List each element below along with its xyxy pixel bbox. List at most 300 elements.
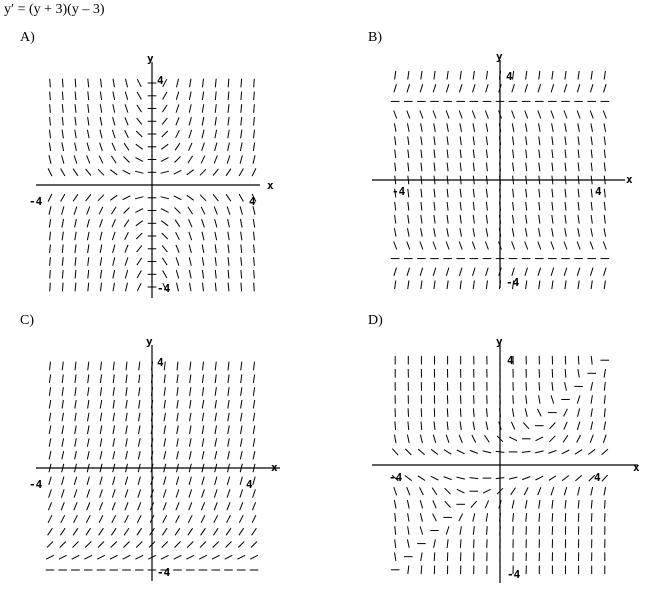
slope-segment	[565, 500, 566, 509]
slope-segment	[49, 489, 52, 497]
slope-segment	[536, 476, 544, 480]
slope-segment	[62, 117, 63, 126]
slope-segment	[75, 257, 76, 266]
slope-segment	[513, 202, 514, 211]
slope-segment	[591, 123, 593, 131]
slope-segment	[75, 438, 77, 446]
slope-segment	[48, 528, 53, 535]
slope-segment	[125, 502, 128, 510]
slope-segment	[420, 111, 423, 119]
slope-segment	[49, 206, 51, 214]
slope-segment	[539, 500, 540, 509]
slope-segment	[549, 436, 555, 442]
slope-segment	[202, 143, 205, 151]
slope-segment	[75, 143, 77, 151]
slope-segment	[100, 232, 102, 240]
option-d-label: D)	[368, 313, 383, 328]
slope-segment	[590, 84, 593, 92]
slope-segment	[253, 413, 254, 421]
slope-segment	[100, 451, 102, 459]
slope-segment	[112, 143, 116, 151]
y-max-tick-label: 4	[506, 70, 513, 83]
slope-segment	[163, 271, 167, 279]
slope-segment	[539, 228, 541, 236]
slope-segment	[408, 123, 410, 131]
slope-segment	[447, 539, 448, 548]
slope-segment	[578, 150, 579, 159]
slope-segment	[591, 228, 593, 236]
slope-segment	[240, 477, 242, 485]
slope-segment	[591, 356, 592, 365]
slope-segment	[486, 268, 489, 276]
slope-segment	[123, 170, 131, 174]
slope-segment	[473, 513, 475, 521]
slope-segment	[164, 451, 166, 459]
slope-segment	[61, 169, 65, 177]
slope-segment	[203, 283, 204, 292]
slope-segment	[189, 438, 191, 446]
slope-segment	[577, 84, 580, 92]
slope-segment	[509, 437, 517, 441]
slope-segment	[473, 228, 475, 236]
slope-segment	[395, 136, 396, 145]
slope-segment	[112, 130, 115, 138]
slope-segment	[113, 79, 115, 87]
slope-segment	[49, 387, 50, 396]
slope-segment	[62, 400, 63, 409]
slope-segment	[101, 362, 102, 371]
slope-segment	[240, 451, 242, 459]
slope-segment	[190, 362, 191, 371]
slope-segment	[408, 215, 409, 224]
slope-segment	[565, 228, 567, 236]
slope-segment	[395, 553, 396, 561]
slope-segment	[62, 245, 63, 254]
slope-segment	[604, 382, 605, 391]
slope-segment	[126, 283, 128, 291]
slope-segment	[113, 400, 114, 409]
slope-segment	[254, 362, 255, 371]
slope-segment	[486, 202, 487, 211]
slope-segment	[100, 375, 101, 384]
slope-segment	[513, 150, 514, 159]
slope-segment	[486, 228, 488, 236]
slope-segment	[49, 400, 50, 409]
slope-segment	[604, 136, 605, 145]
slope-segment	[188, 528, 193, 535]
slope-segment	[526, 513, 527, 522]
slope-segment	[578, 136, 579, 145]
slope-segment	[565, 150, 566, 159]
slope-segment	[113, 477, 115, 485]
slope-segment	[407, 500, 409, 508]
slope-segment	[164, 413, 166, 421]
slope-segment	[603, 111, 606, 119]
slope-segment	[539, 189, 540, 198]
slope-segment	[100, 477, 102, 485]
slope-segment	[605, 500, 606, 509]
slope-segment	[87, 130, 89, 138]
slope-segment	[486, 123, 488, 131]
slope-segment	[202, 117, 204, 126]
slope-segment	[486, 215, 487, 224]
slope-segment	[536, 437, 544, 441]
slope-segment	[162, 233, 168, 239]
slope-segment	[446, 268, 449, 276]
slope-segment	[88, 413, 90, 421]
slope-segment	[407, 487, 410, 495]
slope-segment	[85, 542, 91, 548]
slope-segment	[483, 451, 491, 453]
slope-segment	[577, 242, 580, 250]
slope-segment	[535, 451, 543, 453]
slope-segment	[190, 400, 191, 409]
slope-segment	[88, 400, 89, 409]
slope-segment	[202, 375, 203, 384]
slope-segment	[253, 219, 254, 228]
slope-segment	[62, 270, 63, 279]
slope-segment	[434, 202, 435, 211]
slope-segment	[135, 158, 143, 162]
slope-segment	[48, 502, 51, 510]
y-min-tick-label: -4	[507, 568, 521, 581]
slope-segment	[408, 150, 409, 159]
slope-segment	[98, 169, 104, 175]
slope-segment	[123, 196, 131, 200]
slope-segment	[187, 170, 194, 175]
slope-segment	[177, 387, 178, 396]
slope-segment	[125, 104, 128, 112]
slope-segment	[238, 542, 244, 548]
slope-segment	[539, 215, 540, 224]
slope-segment	[200, 169, 206, 175]
slope-segment	[225, 555, 233, 559]
slope-segment	[420, 242, 423, 250]
slope-segment	[88, 362, 89, 371]
slope-segment	[75, 130, 76, 138]
slope-segment	[473, 71, 474, 80]
slope-segment	[239, 169, 243, 177]
slope-segment	[87, 219, 89, 227]
slope-segment	[139, 413, 141, 421]
slope-segment	[603, 435, 606, 443]
slope-segment	[87, 451, 89, 459]
slope-segment	[446, 84, 449, 92]
slope-segment	[75, 104, 76, 113]
slope-segment	[564, 84, 567, 92]
slope-segment	[75, 270, 76, 279]
slope-segment	[408, 281, 409, 290]
slope-segment	[457, 489, 465, 493]
slope-segment	[100, 426, 102, 435]
x-min-tick-label: -4	[29, 478, 43, 491]
slope-segment	[161, 171, 169, 173]
slope-segment	[137, 79, 141, 87]
slope-segment	[602, 449, 608, 455]
slope-segment	[62, 79, 63, 88]
slope-segment	[113, 270, 115, 279]
slope-segment	[62, 362, 63, 371]
slope-segment	[591, 408, 592, 416]
slope-segment	[135, 555, 143, 559]
slope-segment	[473, 408, 474, 417]
slope-segment	[48, 194, 52, 202]
slope-segment	[113, 413, 115, 421]
slope-segment	[74, 477, 76, 485]
slope-segment	[202, 130, 204, 138]
slope-segment	[577, 422, 579, 430]
slope-segment	[512, 111, 515, 119]
slope-segment	[604, 268, 607, 276]
slope-segment	[61, 502, 64, 510]
slope-segment	[551, 268, 554, 276]
slope-segment	[113, 104, 115, 112]
slope-segment	[73, 169, 78, 176]
slope-segment	[562, 476, 569, 481]
slope-segment	[421, 281, 422, 290]
slope-segment	[112, 515, 116, 523]
slope-segment	[199, 555, 207, 559]
slope-segment	[215, 270, 216, 279]
slope-segment	[113, 387, 114, 396]
slope-segment	[552, 228, 554, 236]
slope-segment	[228, 375, 229, 384]
slope-segment	[539, 71, 540, 80]
slope-segment	[75, 413, 76, 421]
slope-segment	[201, 528, 206, 535]
slope-segment	[604, 228, 606, 236]
slope-segment	[408, 526, 409, 534]
slope-segment	[472, 435, 476, 443]
slope-segment	[253, 375, 254, 384]
slope-segment	[433, 500, 436, 508]
slope-segment	[200, 195, 206, 201]
slope-segment	[445, 488, 451, 494]
slope-segment	[603, 242, 606, 250]
slope-segment	[100, 143, 103, 151]
slope-segment	[512, 228, 514, 236]
slope-segment	[483, 489, 491, 493]
slope-segment	[228, 79, 229, 88]
slope-segment	[473, 189, 474, 198]
slope-segment	[213, 528, 218, 535]
slope-segment	[460, 228, 462, 236]
slope-segment	[565, 202, 566, 211]
slope-segment	[215, 362, 216, 371]
slope-segment	[214, 156, 217, 164]
slope-segment	[551, 395, 554, 403]
slope-segment	[73, 194, 78, 201]
slope-segment	[460, 408, 461, 417]
slope-segment	[228, 413, 229, 421]
slope-segment	[526, 202, 527, 211]
slope-segment	[473, 215, 474, 224]
slope-segment	[486, 150, 487, 159]
slope-segment	[254, 245, 255, 254]
slope-segment	[578, 215, 579, 224]
slope-segment	[100, 130, 102, 138]
slope-segment	[565, 189, 566, 198]
slope-segment	[176, 117, 179, 125]
slope-segment	[434, 539, 436, 547]
slope-segment	[565, 123, 567, 131]
slope-segment	[459, 242, 462, 250]
slope-segment	[138, 477, 140, 485]
slope-segment	[254, 92, 255, 101]
slope-segment	[124, 208, 130, 214]
x-max-tick-label: 4	[249, 195, 256, 208]
slope-segment	[227, 155, 230, 163]
slope-segment	[50, 92, 51, 101]
slope-segment	[138, 451, 140, 459]
slope-segment	[552, 136, 553, 145]
slope-segment	[88, 92, 89, 101]
slope-segment	[407, 84, 410, 92]
slope-segment	[486, 422, 488, 430]
slope-segment	[126, 438, 128, 446]
slope-segment	[395, 539, 396, 548]
slope-segment	[202, 477, 204, 485]
slope-segment	[254, 104, 255, 113]
slope-segment	[513, 189, 514, 198]
slope-segment	[135, 197, 143, 199]
slope-segment	[62, 438, 64, 446]
slope-segment	[175, 208, 181, 214]
slope-segment	[48, 515, 52, 523]
slope-segment	[228, 426, 230, 435]
slope-segment	[473, 281, 474, 290]
slope-segment	[164, 362, 165, 371]
slope-segment	[418, 449, 424, 455]
slope-segment	[62, 413, 64, 421]
slope-segment	[433, 84, 436, 92]
slope-segment	[562, 450, 570, 454]
slope-segment	[473, 268, 476, 276]
slope-segment	[460, 281, 461, 290]
slope-segment	[215, 387, 216, 396]
slope-segment	[460, 421, 461, 430]
slope-segment	[591, 71, 592, 80]
slope-segment	[591, 215, 592, 224]
slope-segment	[177, 375, 178, 384]
slope-segment	[88, 257, 89, 266]
slope-segment	[47, 542, 53, 548]
slope-segment	[470, 478, 479, 479]
question-text: y′ = (y + 3)(y – 3)	[4, 2, 105, 17]
slope-segment	[138, 438, 140, 446]
slope-segment	[539, 136, 540, 145]
slope-segment	[139, 387, 140, 396]
slope-segment	[164, 438, 166, 446]
slope-segment	[394, 242, 397, 250]
y-axis-label: y	[146, 335, 153, 348]
slope-segment	[215, 130, 217, 138]
slope-segment	[88, 387, 89, 396]
slope-segment	[228, 219, 230, 227]
slope-segment	[591, 281, 592, 290]
slope-segment	[564, 409, 568, 417]
slope-segment	[177, 438, 179, 446]
slope-segment	[99, 502, 102, 510]
slope-segment	[460, 526, 461, 534]
slope-segment	[215, 117, 216, 126]
slope-segment	[418, 476, 425, 481]
slope-segment	[511, 422, 514, 430]
slope-segment	[113, 117, 115, 125]
y-min-tick-label: -4	[157, 566, 171, 579]
slope-segment	[72, 555, 80, 559]
slope-segment	[162, 258, 167, 265]
slope-segment	[110, 195, 117, 200]
slope-segment	[137, 118, 142, 125]
slope-segment	[565, 382, 567, 390]
option-b-label: B)	[368, 30, 382, 45]
slope-segment	[395, 71, 396, 80]
slope-segment	[550, 423, 556, 429]
slope-segment	[62, 283, 63, 292]
slope-segment	[408, 421, 409, 430]
slope-segment	[459, 84, 462, 92]
slope-segment	[177, 413, 178, 421]
slope-segment	[457, 477, 465, 479]
slope-segment	[522, 477, 530, 480]
slope-segment	[228, 143, 230, 151]
slope-segment	[125, 117, 128, 125]
slope-segment	[188, 515, 192, 523]
slope-segment	[162, 118, 167, 125]
slope-segment	[252, 515, 256, 523]
slope-segment	[62, 387, 63, 396]
slope-segment	[526, 281, 527, 290]
slope-segment	[252, 502, 255, 510]
slope-segment	[62, 232, 63, 241]
slope-segment	[50, 130, 51, 139]
slope-segment	[420, 487, 424, 495]
slope-segment	[228, 451, 230, 459]
slope-segment	[202, 400, 203, 409]
slope-segment	[253, 438, 255, 446]
slope-segment	[62, 104, 63, 113]
slope-segment	[241, 92, 242, 101]
slope-segment	[136, 233, 142, 239]
slope-segment	[87, 502, 90, 510]
slope-segment	[447, 228, 449, 236]
slope-segment	[460, 539, 461, 548]
slope-segment	[434, 71, 435, 80]
slope-segment	[162, 105, 167, 112]
slope-segment	[214, 502, 217, 510]
slope-segment	[113, 451, 115, 459]
slope-segment	[215, 477, 217, 485]
slope-segment	[189, 477, 191, 485]
slope-segment	[459, 268, 462, 276]
slope-segment	[202, 438, 204, 446]
slope-segment	[591, 500, 592, 509]
slope-segment	[74, 502, 77, 510]
slope-segment	[227, 515, 231, 523]
slope-segment	[176, 245, 179, 253]
slope-segment	[125, 245, 128, 253]
slope-segment	[62, 155, 64, 163]
slope-segment	[421, 202, 422, 211]
slope-segment	[549, 476, 556, 481]
slope-segment	[189, 270, 191, 279]
slope-segment	[524, 487, 528, 495]
slope-segment	[473, 123, 475, 131]
slope-segment	[177, 400, 178, 409]
slope-segment	[139, 400, 140, 409]
slope-segment	[241, 79, 242, 88]
